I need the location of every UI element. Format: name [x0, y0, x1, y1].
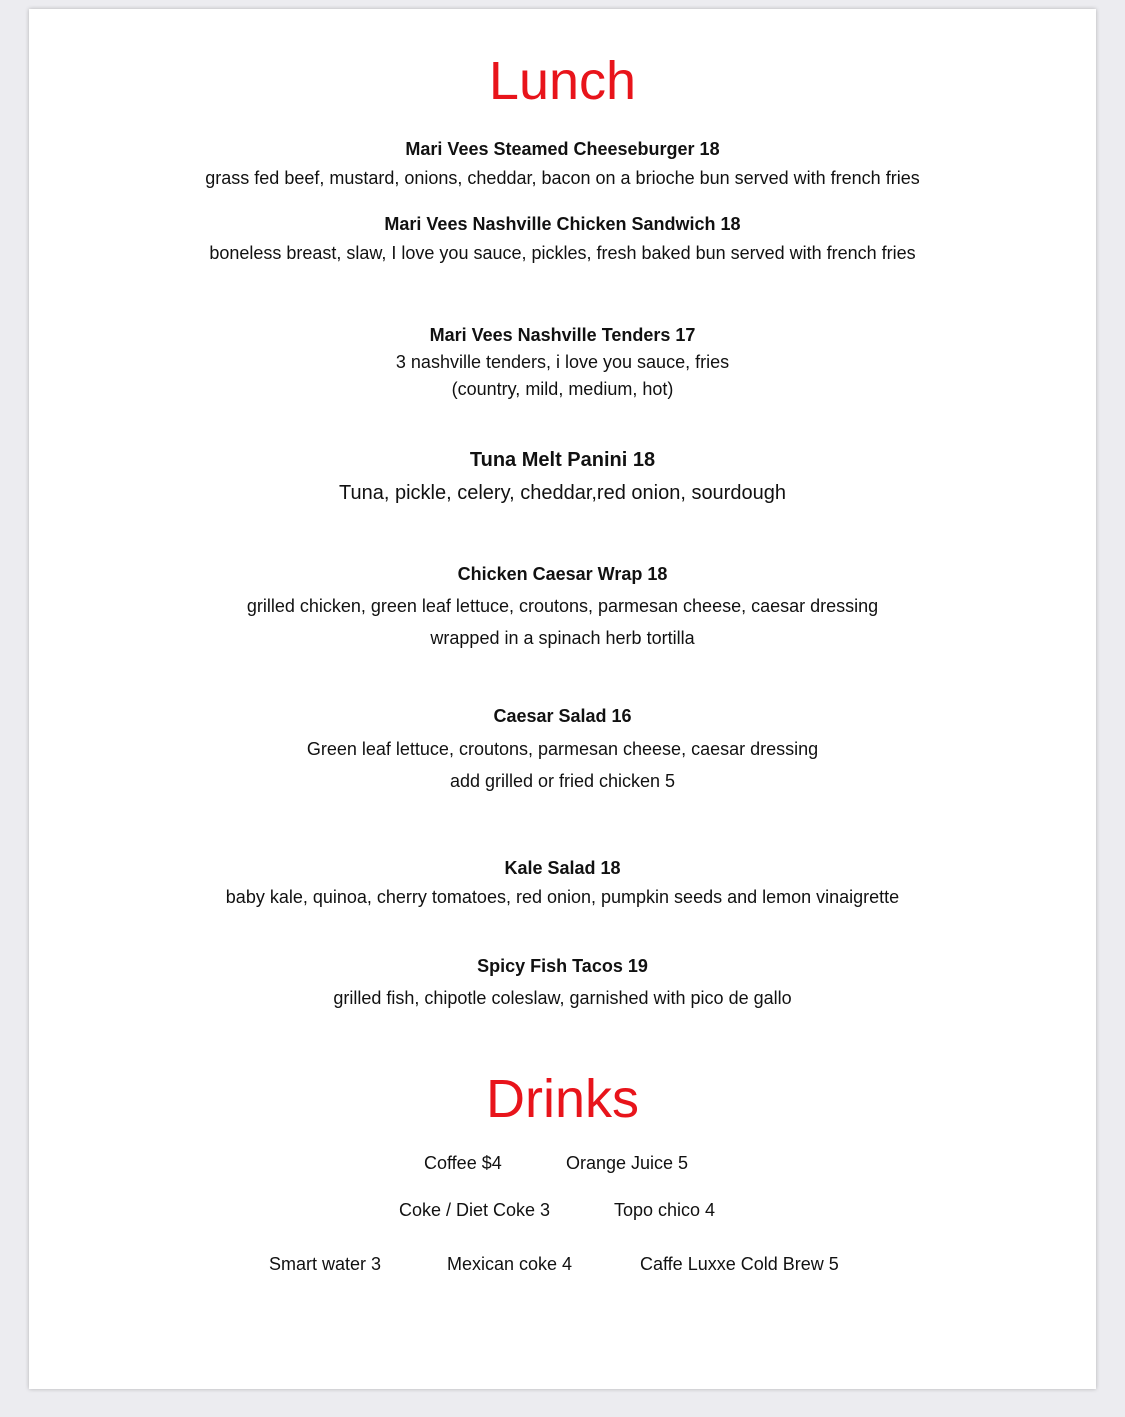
drinks-row	[29, 1198, 1096, 1222]
menu-item-title: Mari Vees Nashville Tenders 17	[429, 325, 696, 345]
lunch-heading: Lunch	[488, 51, 637, 111]
menu-item-description: 3 nashville tenders, i love you sauce, fries	[395, 352, 730, 372]
menu-item-description: grilled fish, chipotle coleslaw, garnished with pico de gallo	[333, 988, 792, 1008]
drinks-row	[29, 1151, 1096, 1175]
menu-item-title: Mari Vees Nashville Chicken Sandwich 18	[384, 214, 741, 234]
menu-item-title: Spicy Fish Tacos 19	[477, 956, 648, 976]
drink-item: Coke / Diet Coke 3	[399, 1200, 551, 1220]
drink-item: Smart water 3	[269, 1254, 382, 1274]
menu-item-title: Tuna Melt Panini 18	[469, 449, 656, 471]
menu-page	[29, 9, 1096, 1389]
menu-item-description: Green leaf lettuce, croutons, parmesan cheese, caesar dressing	[306, 739, 819, 759]
drinks-row	[29, 1252, 1096, 1276]
drink-item: Caffe Luxxe Cold Brew 5	[640, 1254, 839, 1274]
drink-item: Coffee $4	[424, 1153, 502, 1173]
menu-item-title: Caesar Salad 16	[493, 706, 632, 726]
drink-item: Topo chico 4	[614, 1200, 716, 1220]
menu-item-description: grass fed beef, mustard, onions, cheddar, bacon on a brioche bun served with french fries	[205, 168, 920, 188]
menu-item-title: Chicken Caesar Wrap 18	[457, 564, 668, 584]
menu-item-description: add grilled or fried chicken 5	[449, 771, 676, 791]
drink-item: Mexican coke 4	[447, 1254, 573, 1274]
menu-item-title: Kale Salad 18	[504, 858, 621, 878]
menu-item-description: Tuna, pickle, celery, cheddar,red onion, sourdough	[339, 482, 786, 504]
menu-item-description: grilled chicken, green leaf lettuce, croutons, parmesan cheese, caesar dressing	[246, 596, 879, 616]
drinks-heading: Drinks	[485, 1069, 639, 1129]
menu-item-title: Mari Vees Steamed Cheeseburger 18	[405, 139, 720, 159]
drink-item: Orange Juice 5	[566, 1153, 689, 1173]
menu-item-description: (country, mild, medium, hot)	[451, 379, 674, 399]
menu-item-description: boneless breast, slaw, I love you sauce, pickles, fresh baked bun served with french fries	[209, 243, 916, 263]
menu-item-description: baby kale, quinoa, cherry tomatoes, red onion, pumpkin seeds and lemon vinaigrette	[225, 887, 900, 907]
menu-item-description: wrapped in a spinach herb tortilla	[430, 628, 695, 648]
